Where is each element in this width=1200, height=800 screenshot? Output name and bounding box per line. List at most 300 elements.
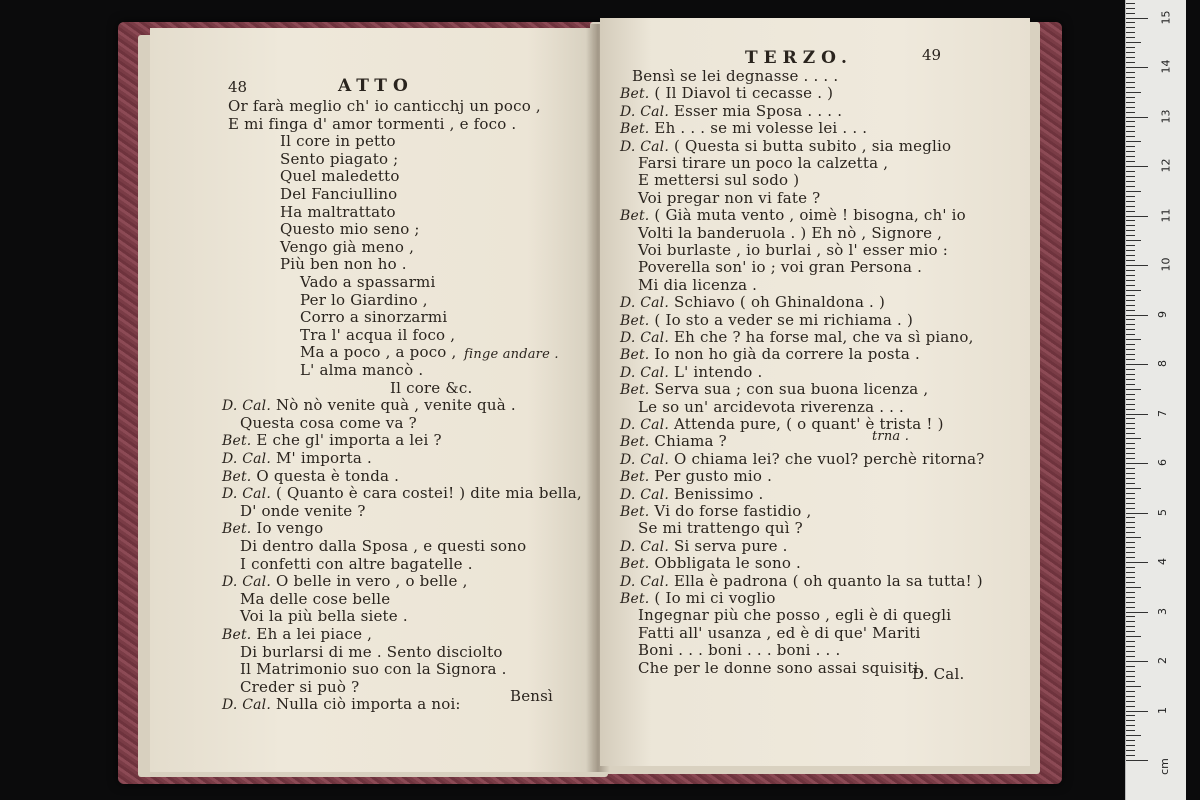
ruler-tick (1126, 602, 1135, 603)
ruler-tick (1126, 493, 1135, 494)
text-line (638, 642, 840, 659)
ruler-tick (1126, 92, 1141, 93)
line-text: Se mi trattengo quì ? (638, 519, 803, 538)
ruler-tick (1126, 3, 1135, 4)
text-line (620, 590, 776, 608)
ruler-tick (1126, 374, 1135, 375)
line-text: O chiama lei? che vuol? perchè ritorna? (673, 449, 985, 468)
ruler-tick (1126, 562, 1148, 563)
text-line (620, 573, 983, 591)
text-line (638, 660, 924, 677)
text-line (300, 362, 423, 379)
ruler-tick (1126, 334, 1135, 335)
text-line (280, 168, 400, 185)
ruler-tick (1126, 230, 1135, 231)
ruler-tick (1126, 27, 1135, 28)
text-line (390, 380, 472, 397)
line-text: ( Quanto è cara costei! ) dite mia bella, (275, 484, 582, 503)
line-text: Vado a spassarmi (300, 273, 436, 291)
text-line (620, 294, 885, 312)
ruler-tick (1126, 404, 1135, 405)
line-text: Le so un' arcidevota riverenza . . . (638, 397, 905, 416)
ruler-tick (1126, 582, 1135, 583)
ruler-tick (1126, 671, 1135, 672)
ruler-tick (1126, 409, 1135, 410)
ruler-tick (1126, 755, 1135, 756)
ruler-number: 14 (1159, 59, 1173, 74)
line-text: Il core &c. (390, 378, 473, 397)
text-line (620, 138, 951, 156)
ruler-tick (1126, 498, 1135, 499)
ruler-tick (1126, 651, 1135, 652)
ruler-tick (1126, 567, 1135, 568)
ruler-tick (1126, 181, 1135, 182)
ruler-tick (1126, 349, 1135, 350)
page-number-right: 49 (922, 46, 942, 64)
line-text: Voi la più bella siete . (240, 607, 408, 626)
ruler-number: 11 (1159, 208, 1173, 222)
line-text: Farsi tirare un poco la calzetta , (638, 154, 889, 172)
ruler-tick (1126, 216, 1148, 217)
ruler-tick (1126, 156, 1135, 157)
ruler-tick (1126, 225, 1135, 226)
ruler-tick (1126, 359, 1135, 360)
ruler-number: 2 (1156, 657, 1169, 664)
ruler-tick (1126, 245, 1135, 246)
line-text: Creder si può ? (240, 677, 360, 696)
ruler-tick (1126, 681, 1135, 682)
ruler-tick (1126, 597, 1135, 598)
speaker-label: D. Cal. (222, 574, 272, 591)
text-line (300, 327, 455, 344)
line-text: Di dentro dalla Sposa , e questi sono (240, 537, 527, 555)
ruler-tick (1126, 151, 1135, 152)
ruler-tick (1126, 745, 1135, 746)
ruler-unit: cm (1157, 758, 1171, 775)
text-line (222, 696, 461, 714)
text-line (222, 485, 582, 503)
text-line (620, 207, 966, 225)
speaker-label: D. Cal. (620, 486, 670, 503)
text-line (280, 239, 414, 256)
ruler-tick (1126, 656, 1135, 657)
ruler-number: 9 (1156, 310, 1169, 318)
ruler-tick (1126, 186, 1135, 187)
ruler-tick (1126, 750, 1135, 751)
text-line (222, 520, 323, 538)
ruler-tick (1126, 513, 1148, 514)
line-text: Per gusto mio . (654, 467, 773, 486)
ruler-tick (1126, 666, 1135, 667)
text-line (620, 538, 788, 556)
ruler-tick (1126, 552, 1135, 553)
ruler-tick (1126, 126, 1135, 127)
ruler-tick (1126, 32, 1135, 33)
ruler-tick (1126, 47, 1135, 48)
text-line (620, 468, 772, 486)
speaker-label: D. Cal. (620, 417, 670, 433)
ruler-tick (1126, 136, 1135, 137)
catchword-left: Bensì (510, 687, 554, 705)
ruler-tick (1126, 67, 1148, 68)
text-line (300, 274, 435, 291)
ruler-tick (1126, 399, 1135, 400)
ruler-tick (1126, 102, 1135, 103)
ruler-tick (1126, 740, 1135, 741)
ruler-tick (1126, 315, 1148, 316)
left-page (150, 28, 594, 772)
speaker-label: D. Cal. (620, 538, 670, 555)
line-text: Ma a poco , a poco , (300, 343, 457, 362)
speaker-label: D. Cal. (620, 451, 670, 468)
line-text: O questa è tonda . (256, 466, 400, 485)
measuring-ruler (1125, 0, 1186, 800)
speaker-label: Bet. (222, 521, 252, 538)
line-text: Che per le donne sono assai squisiti. (638, 658, 924, 677)
ruler-tick (1126, 483, 1135, 484)
ruler-tick (1126, 369, 1135, 370)
ruler-number: 15 (1159, 10, 1173, 24)
line-text: Or farà meglio ch' io canticchj un poco , (228, 97, 541, 115)
ruler-tick (1126, 121, 1135, 122)
line-text: Schiavo ( oh Ghinaldona . ) (673, 293, 886, 312)
ruler-tick (1126, 433, 1135, 434)
line-text: Obbligata le sono . (654, 554, 802, 573)
ruler-tick (1126, 112, 1135, 113)
speaker-label: D. Cal. (620, 103, 670, 120)
text-line (228, 116, 516, 133)
ruler-tick (1126, 458, 1135, 459)
line-text: ( Io sto a veder se mi richiama . ) (654, 310, 913, 329)
text-line (280, 256, 407, 273)
line-text: Ma delle cose belle (240, 589, 391, 608)
line-text: Sento piagato ; (280, 149, 399, 168)
line-text: Questo mio seno ; (280, 220, 420, 239)
ruler-tick (1126, 463, 1148, 464)
line-text: Il Matrimonio suo con la Signora . (240, 660, 507, 679)
ruler-number: 7 (1156, 409, 1169, 417)
line-text: Ha maltrattato (280, 202, 396, 221)
line-text: Del Fanciullino (280, 185, 398, 203)
ruler-tick (1126, 97, 1135, 98)
text-line (240, 591, 390, 608)
ruler-tick (1126, 661, 1148, 662)
line-text: E mettersi sul sodo ) (638, 171, 800, 190)
ruler-tick (1126, 295, 1135, 296)
ruler-tick (1126, 324, 1135, 325)
ruler-tick (1126, 305, 1135, 306)
ruler-tick (1126, 265, 1148, 266)
line-text: Attenda pure, ( o quant' è trista ! ) (673, 415, 944, 433)
ruler-tick (1126, 636, 1141, 637)
line-text: Mi dia licenza . (638, 275, 758, 294)
ruler-tick (1126, 87, 1135, 88)
line-text: Serva sua ; con sua buona licenza , (654, 380, 929, 399)
catchword-right: D. Cal. (912, 665, 965, 683)
speaker-label: Bet. (620, 121, 650, 138)
ruler-tick (1126, 18, 1148, 19)
line-text: Voi pregar non vi fate ? (638, 188, 821, 207)
ruler-tick (1126, 42, 1141, 43)
ruler-tick (1126, 206, 1135, 207)
ruler-tick (1126, 522, 1135, 523)
speaker-label: Bet. (620, 86, 650, 103)
line-text: D' onde venite ? (240, 501, 366, 520)
line-text: Benissimo . (673, 484, 764, 503)
line-text: Boni . . . boni . . . boni . . . (638, 641, 841, 660)
text-line (300, 309, 447, 326)
text-line (620, 503, 811, 521)
ruler-tick (1126, 542, 1135, 543)
ruler-tick (1126, 77, 1135, 78)
ruler-tick (1126, 701, 1135, 702)
ruler-tick (1126, 621, 1135, 622)
text-line (300, 344, 456, 361)
line-text: Fatti all' usanza , ed è di que' Mariti (638, 623, 921, 642)
ruler-number: 12 (1159, 158, 1173, 173)
speaker-label: D. Cal. (222, 697, 272, 714)
line-text: Eh che ? ha forse mal, che va sì piano, (673, 328, 974, 346)
speaker-label: Bet. (222, 627, 252, 643)
ruler-tick (1126, 616, 1135, 617)
text-line (280, 151, 398, 168)
ruler-tick (1126, 438, 1141, 439)
text-line (240, 556, 473, 573)
text-line (620, 364, 762, 382)
text-line (222, 573, 468, 591)
ruler-tick (1126, 280, 1135, 281)
ruler-tick (1126, 631, 1135, 632)
ruler-tick (1126, 646, 1135, 647)
text-line (620, 329, 974, 347)
ruler-tick (1126, 547, 1135, 548)
ruler-tick (1126, 473, 1135, 474)
ruler-tick (1126, 532, 1135, 533)
line-text: Nò nò venite quà , venite quà . (275, 396, 516, 415)
ruler-tick (1126, 557, 1135, 558)
ruler-tick (1126, 62, 1135, 63)
ruler-tick (1126, 676, 1135, 677)
ruler-tick (1126, 686, 1141, 687)
line-text: ( Il Diavol ti cecasse . ) (654, 84, 834, 103)
text-line (638, 190, 820, 207)
line-text: O belle in vero , o belle , (275, 572, 468, 591)
ruler-tick (1126, 577, 1135, 578)
text-line (620, 103, 842, 121)
ruler-tick (1126, 354, 1135, 355)
text-line (240, 415, 417, 432)
line-text: Ella è padrona ( oh quanto la sa tutta! ) (673, 571, 983, 590)
ruler-tick (1126, 468, 1135, 469)
line-text: Volti la banderuola . ) Eh nò , Signore , (638, 223, 943, 242)
text-line (620, 381, 928, 399)
ruler-tick (1126, 448, 1135, 449)
ruler-tick (1126, 730, 1135, 731)
ruler-tick (1126, 344, 1135, 345)
ruler-tick (1126, 220, 1135, 221)
speaker-label: Bet. (222, 468, 252, 485)
line-text: Corro a sinorzarmi (300, 308, 448, 327)
ruler-tick (1126, 250, 1135, 251)
ruler-tick (1126, 389, 1141, 390)
text-line (620, 120, 867, 138)
text-line (632, 68, 838, 85)
running-header-left: ATTO (338, 76, 414, 96)
ruler-tick (1126, 57, 1135, 58)
line-text: Più ben non ho . (280, 255, 407, 274)
ruler-tick (1126, 706, 1135, 707)
ruler-number: 8 (1156, 360, 1169, 367)
ruler-tick (1126, 131, 1135, 132)
ruler-tick (1126, 8, 1135, 9)
text-line (240, 679, 359, 696)
ruler-tick (1126, 37, 1135, 38)
ruler-tick (1126, 364, 1148, 365)
ruler-tick (1126, 270, 1135, 271)
speaker-label: Bet. (620, 469, 650, 486)
ruler-tick (1126, 607, 1135, 608)
text-line (620, 486, 764, 504)
ruler-tick (1126, 691, 1135, 692)
text-line (222, 432, 442, 450)
ruler-tick (1126, 612, 1148, 613)
ruler-tick (1126, 711, 1148, 712)
text-line (222, 626, 372, 644)
ruler-tick (1126, 329, 1135, 330)
ruler-tick (1126, 191, 1141, 192)
ruler-tick (1126, 171, 1135, 172)
ruler-tick (1126, 517, 1135, 518)
ruler-tick (1126, 176, 1135, 177)
ruler-tick (1126, 379, 1135, 380)
stage-direction-left: finge andare . (464, 347, 559, 362)
text-line (280, 221, 420, 238)
ruler-tick (1126, 107, 1135, 108)
ruler-number: 3 (1156, 607, 1169, 615)
line-text: Nulla ciò importa a noi: (275, 695, 461, 714)
line-text: Di burlarsi di me . Sento disciolto (240, 642, 503, 661)
line-text: E che gl' importa a lei ? (256, 431, 442, 450)
text-line (638, 155, 888, 172)
text-line (638, 520, 803, 537)
speaker-label: Bet. (620, 591, 650, 607)
speaker-label: D. Cal. (620, 364, 670, 381)
text-line (620, 312, 913, 330)
text-line (228, 98, 541, 115)
text-line (620, 85, 833, 103)
ruler-number: 4 (1156, 558, 1169, 565)
line-text: Eh . . . se mi volesse lei . . . (654, 119, 868, 138)
text-line (240, 644, 503, 661)
text-line (638, 277, 757, 294)
speaker-label: D. Cal. (222, 398, 272, 415)
line-text: L' alma mancò . (300, 361, 424, 379)
ruler-tick (1126, 22, 1135, 23)
line-text: Ingegnar più che posso , egli è di quegli (638, 606, 952, 625)
ruler-number: 6 (1156, 459, 1169, 466)
ruler-tick (1126, 572, 1135, 573)
line-text: Io non ho già da correre la posta . (654, 345, 920, 364)
ruler-tick (1126, 488, 1141, 489)
text-line (280, 186, 397, 203)
speaker-label: D. Cal. (620, 330, 670, 346)
ruler-tick (1126, 310, 1135, 311)
ruler-tick (1126, 626, 1135, 627)
ruler-tick (1126, 414, 1148, 415)
speaker-label: D. Cal. (620, 138, 670, 155)
ruler-tick (1126, 290, 1141, 291)
ruler-tick (1126, 285, 1135, 286)
line-text: Chiama ? (654, 432, 727, 451)
speaker-label: D. Cal. (222, 486, 272, 503)
ruler-tick (1126, 166, 1148, 167)
text-line (638, 607, 951, 624)
speaker-label: D. Cal. (620, 295, 670, 312)
line-text: Vengo già meno , (280, 237, 415, 256)
line-text: I confetti con altre bagatelle . (240, 554, 473, 573)
ruler-tick (1126, 300, 1135, 301)
line-text: Eh a lei piace , (256, 625, 373, 643)
speaker-label: Bet. (222, 433, 252, 450)
ruler-tick (1126, 478, 1135, 479)
right-page (600, 18, 1030, 766)
text-line (620, 433, 727, 451)
text-line (638, 172, 799, 189)
text-line (280, 204, 396, 221)
line-text: Questa cosa come va ? (240, 413, 417, 432)
ruler-tick (1126, 715, 1135, 716)
ruler-tick (1126, 720, 1135, 721)
ruler-tick (1126, 696, 1135, 697)
ruler-number: 5 (1156, 508, 1169, 516)
ruler-tick (1126, 537, 1141, 538)
text-line (620, 451, 985, 469)
ruler-tick (1126, 82, 1135, 83)
ruler-tick (1126, 211, 1135, 212)
line-text: M' importa . (275, 449, 372, 467)
speaker-label: Bet. (620, 382, 650, 399)
text-line (638, 225, 942, 242)
ruler-tick (1126, 72, 1135, 73)
ruler-tick (1126, 503, 1135, 504)
line-text: L' intendo . (673, 362, 763, 381)
line-text: Vi do forse fastidio , (654, 502, 812, 520)
ruler-tick (1126, 453, 1135, 454)
ruler-tick (1126, 527, 1135, 528)
text-line (222, 468, 399, 486)
line-text: ( Io mi ci voglio (654, 589, 776, 607)
ruler-tick (1126, 117, 1148, 118)
line-text: Poverella son' io ; voi gran Persona . (638, 258, 923, 277)
ruler-tick (1126, 196, 1135, 197)
text-line (222, 397, 516, 415)
ruler-tick (1126, 423, 1135, 424)
speaker-label: Bet. (620, 312, 650, 329)
running-header-right: TERZO. (745, 48, 853, 68)
ruler-tick (1126, 428, 1135, 429)
ruler-tick (1126, 508, 1135, 509)
ruler-tick (1126, 141, 1141, 142)
ruler-number: 13 (1159, 109, 1173, 123)
text-line (240, 608, 408, 625)
ruler-tick (1126, 725, 1135, 726)
ruler-tick (1126, 443, 1135, 444)
line-text: Tra l' acqua il foco , (300, 325, 456, 344)
ruler-tick (1126, 587, 1141, 588)
line-text: Bensì se lei degnasse . . . . (632, 67, 839, 85)
text-line (280, 133, 396, 150)
ruler-tick (1126, 161, 1135, 162)
